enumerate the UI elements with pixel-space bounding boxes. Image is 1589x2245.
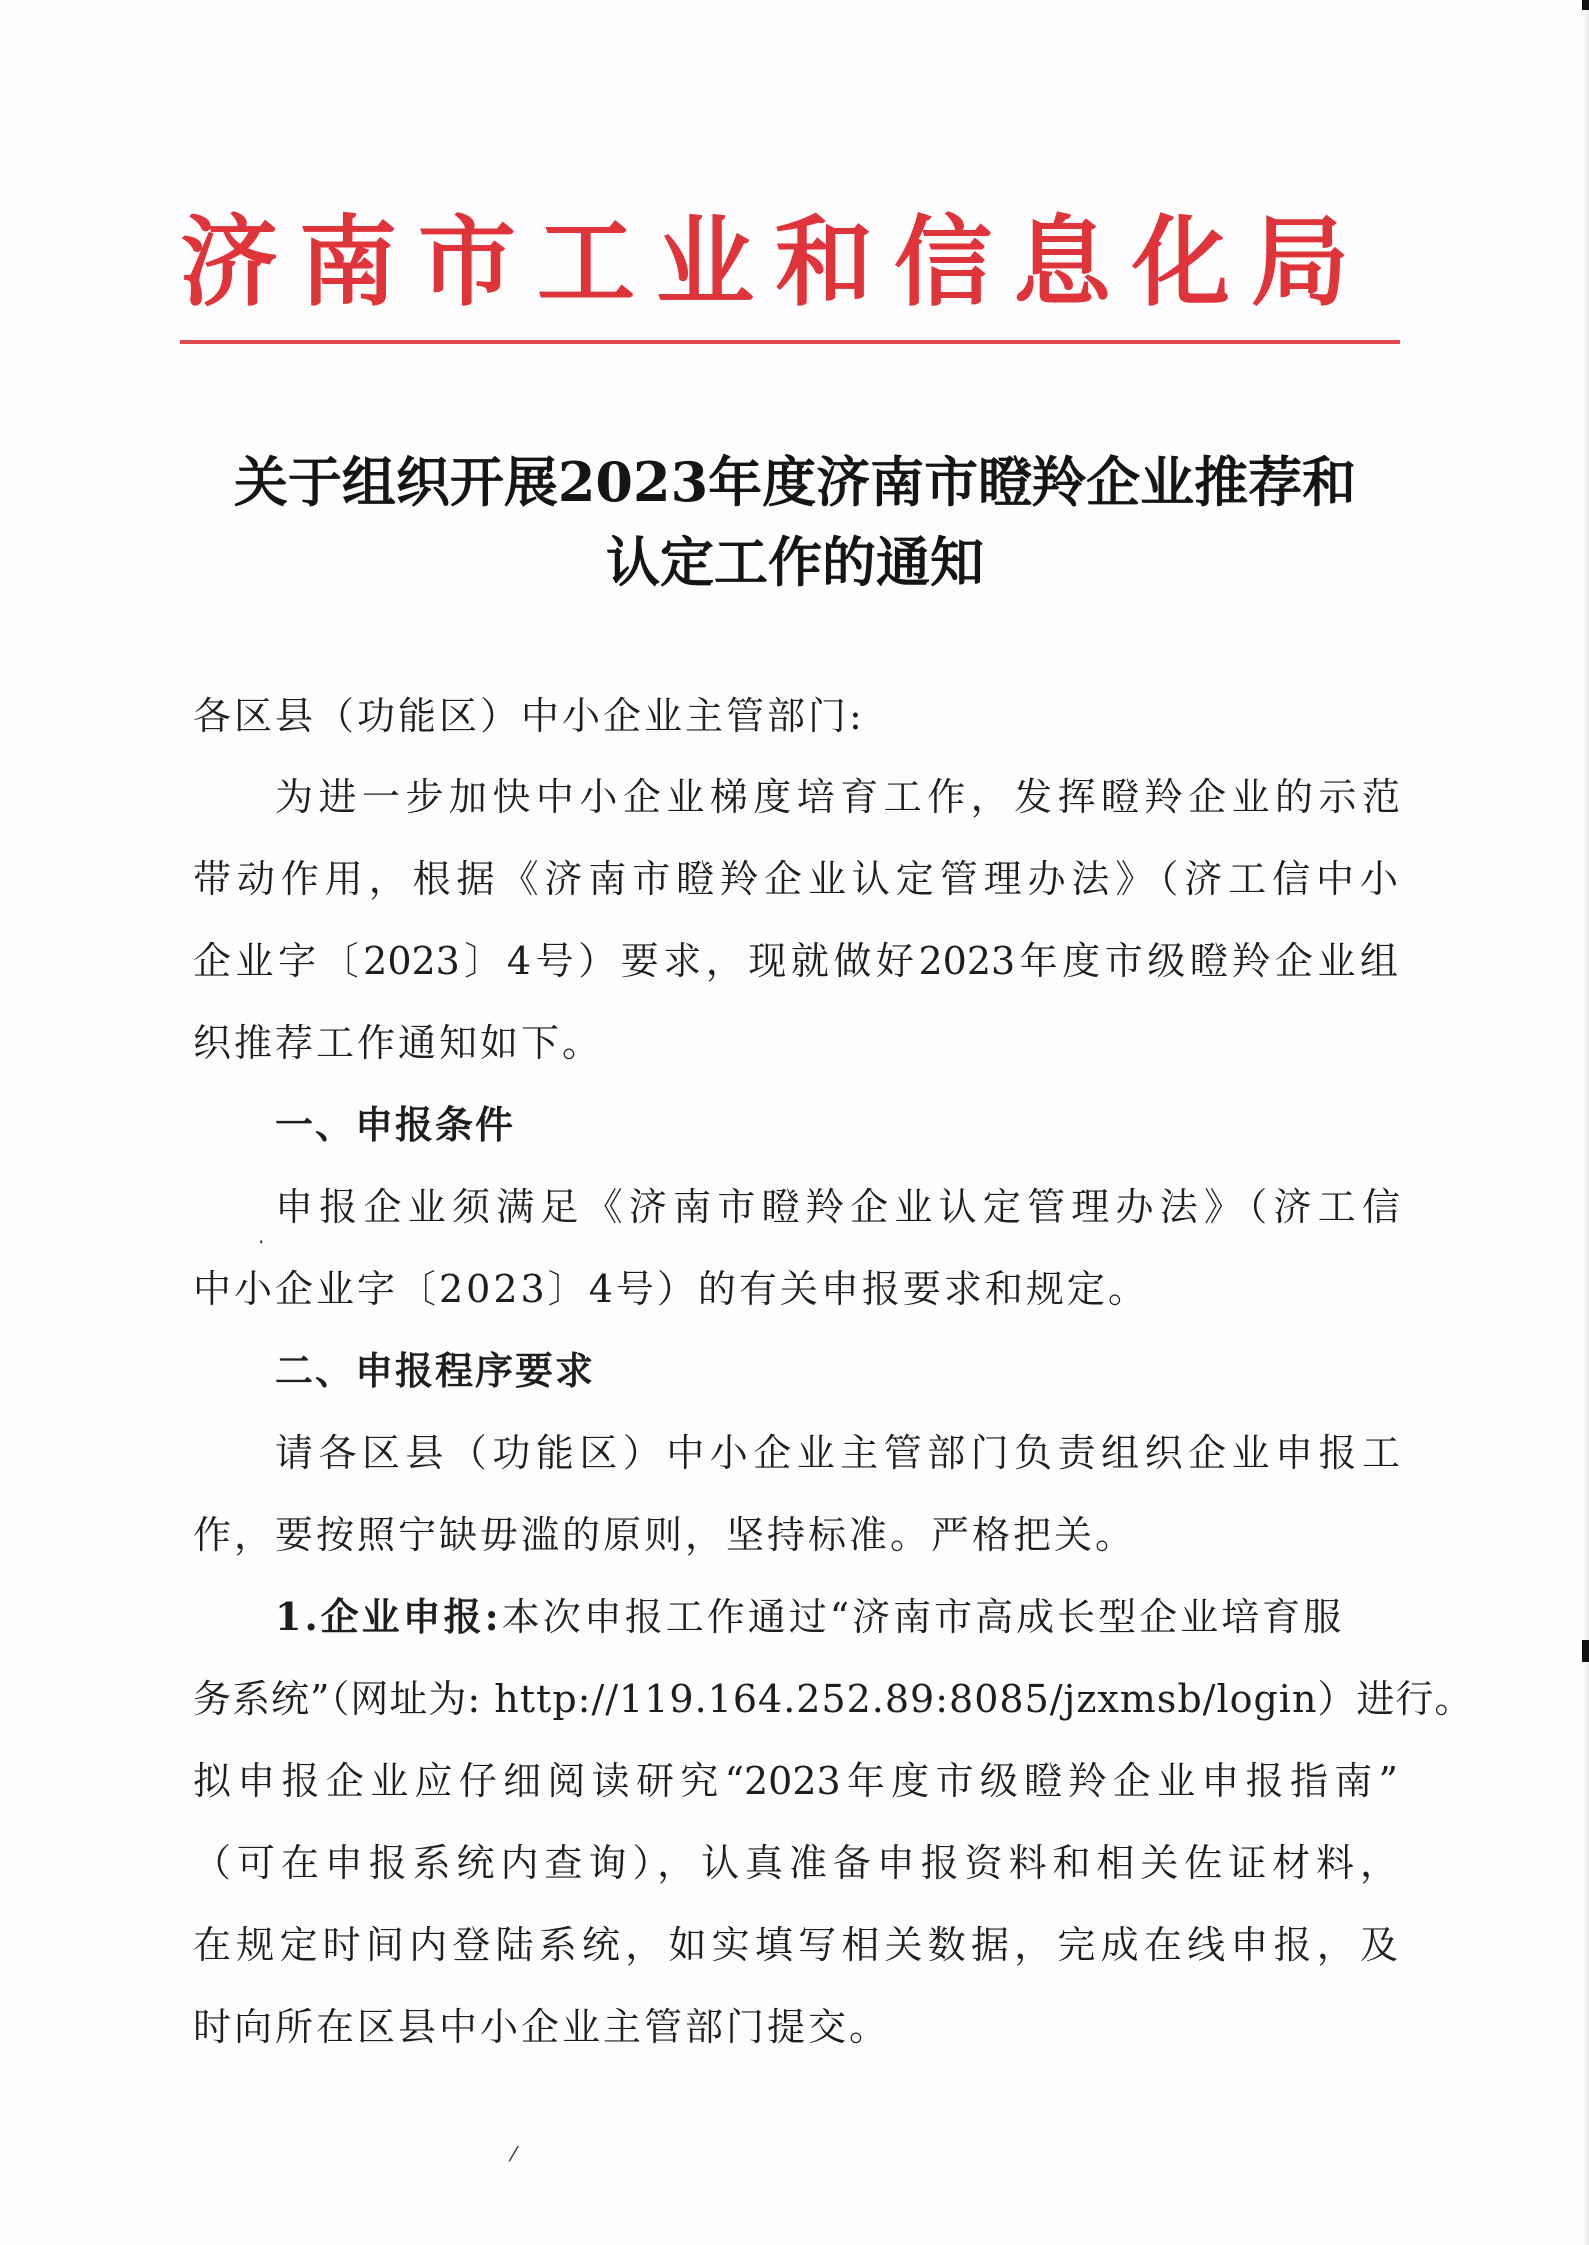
section2-line: 请各区县（功能区）中小企业主管部门负责组织企业申报工: [275, 1431, 1400, 1475]
item1-line: 在规定时间内登陆系统，如实填写相关数据，完成在线申报，及: [193, 1923, 1398, 1967]
intro-line: 带动作用，根据《济南市瞪羚企业认定管理办法》（济工信中小: [193, 857, 1398, 901]
item1-first-line: [275, 1590, 1400, 1644]
section2-line: 作，要按照宁缺毋滥的原则，坚持标准。严格把关。: [193, 1513, 1137, 1557]
scan-speck: ·: [258, 1230, 265, 1254]
scan-edge-mark: [1582, 0, 1589, 10]
section1-line: 中小企业字〔2023〕4号）的有关申报要求和规定。: [193, 1267, 1149, 1311]
scan-edge-shadow: [1583, 0, 1589, 2245]
letterhead-red-rule: [180, 340, 1400, 344]
intro-line: 织推荐工作通知如下。: [193, 1021, 604, 1065]
scan-edge-mark: [1582, 1640, 1589, 1662]
letterhead-title: 济南市工业和信息化局: [180, 205, 1371, 320]
item1-label: 1.企业申报:: [275, 1594, 502, 1639]
document-title-line-1: 关于组织开展2023年度济南市瞪羚企业推荐和: [233, 450, 1357, 514]
item1-line: （可在申报系统内查询），认真准备申报资料和相关佐证材料，: [193, 1841, 1398, 1885]
intro-line: 企业字〔2023〕4号）要求，现就做好2023年度市级瞪羚企业组: [193, 939, 1398, 983]
section-heading-1: 一、申报条件: [275, 1103, 516, 1147]
section1-line: 申报企业须满足《济南市瞪羚企业认定管理办法》（济工信: [275, 1185, 1400, 1229]
item1-text: 本次申报工作通过“济南市高成长型企业培育服: [501, 1595, 1345, 1639]
intro-line: 为进一步加快中小企业梯度培育工作，发挥瞪羚企业的示范: [275, 775, 1400, 819]
item1-line: 务系统”（网址为: http://119.164.252.89:8085/jzxmsb/login）进行。: [193, 1677, 1474, 1721]
salutation: 各区县（功能区）中小企业主管部门:: [193, 694, 865, 738]
item1-line: 拟申报企业应仔细阅读研究“2023年度市级瞪羚企业申报指南”: [193, 1759, 1398, 1803]
section-heading-2: 二、申报程序要求: [275, 1349, 596, 1393]
scan-speck: ⁄: [512, 2142, 516, 2166]
document-title-line-2: 认定工作的通知: [606, 530, 984, 594]
item1-line: 时向所在区县中小企业主管部门提交。: [193, 2005, 891, 2049]
